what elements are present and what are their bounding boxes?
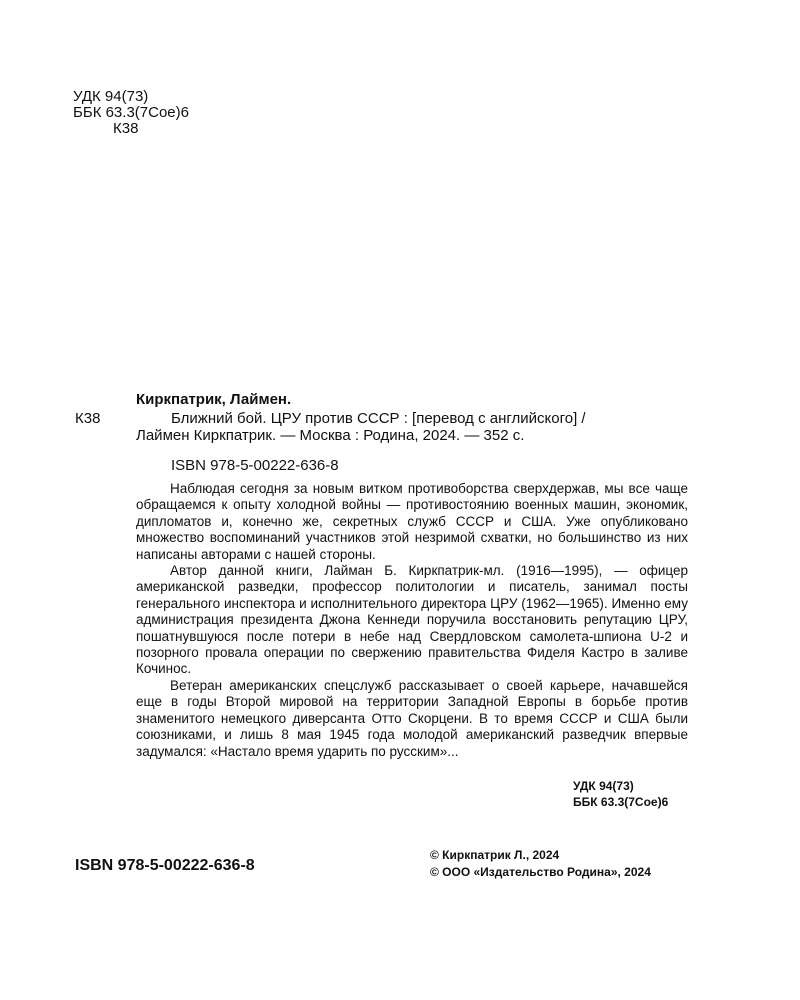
bottom-classification — [573, 778, 668, 810]
annotation-paragraph-3: Ветеран американских спецслужб рассказывает о своей карьере, начавшейся еще в годы Второй мировой на территории Западной Европы в борьбе против знаменитого немецкого диверсанта Отто Скорцени. В то время СССР и США были союзниками, и лишь 8 мая 1945 года молодой американский разведчик впервые задумался: «Настало время ударить по русским»... — [136, 677, 688, 759]
bibliographic-record — [136, 410, 696, 444]
side-author-mark: К38 — [75, 410, 101, 427]
author-heading: Киркпатрик, Лаймен. — [136, 391, 292, 408]
udk-code: УДК 94(73) — [73, 88, 149, 105]
bbk-code: ББК 63.3(7Сое)6 — [73, 104, 189, 121]
classification-codes — [73, 89, 189, 137]
copyright-block — [430, 847, 651, 881]
isbn-inline: ISBN 978-5-00222-636-8 — [171, 457, 339, 474]
annotation — [136, 481, 688, 760]
author-mark: К38 — [113, 120, 139, 137]
copyright-author: © Киркпатрик Л., 2024 — [430, 848, 560, 862]
copyright-publisher: © ООО «Издательство Родина», 2024 — [430, 865, 651, 879]
annotation-paragraph-1: Наблюдая сегодня за новым витком противоборства сверхдержав, мы все чаще обращаемся к опыту холодной войны — противостоянию военных машин, экономик, дипломатов и, конечно же, секретных служб СССР и США. Уже опубликовано множество воспоминаний участников этой незримой схватки, но большинство из них написаны авторами с нашей стороны. — [136, 481, 688, 562]
bottom-udk: УДК 94(73) — [573, 779, 634, 793]
title-line-1: Ближний бой. ЦРУ против СССР : [перевод с английского] / — [171, 410, 586, 427]
isbn-bottom: ISBN 978-5-00222-636-8 — [75, 857, 255, 874]
annotation-paragraph-2: Автор данной книги, Лайман Б. Киркпатрик-мл. (1916—1995), — офицер американской разведки, профессор политологии и писатель, занимал посты генерального инспектора и исполнительного директора ЦРУ (1962—1965). Именно ему администрация президента Джона Кеннеди поручила восстановить репутацию ЦРУ, пошатнувшуюся после потери в небе над Свердловском самолета-шпиона U-2 и позорного провала операции по свержению правительства Фиделя Кастро в заливе Кочинос. — [136, 563, 688, 677]
title-line-2: Лаймен Киркпатрик. — Москва : Родина, 2024. — 352 с. — [136, 427, 525, 444]
bottom-bbk: ББК 63.3(7Сое)6 — [573, 795, 669, 809]
